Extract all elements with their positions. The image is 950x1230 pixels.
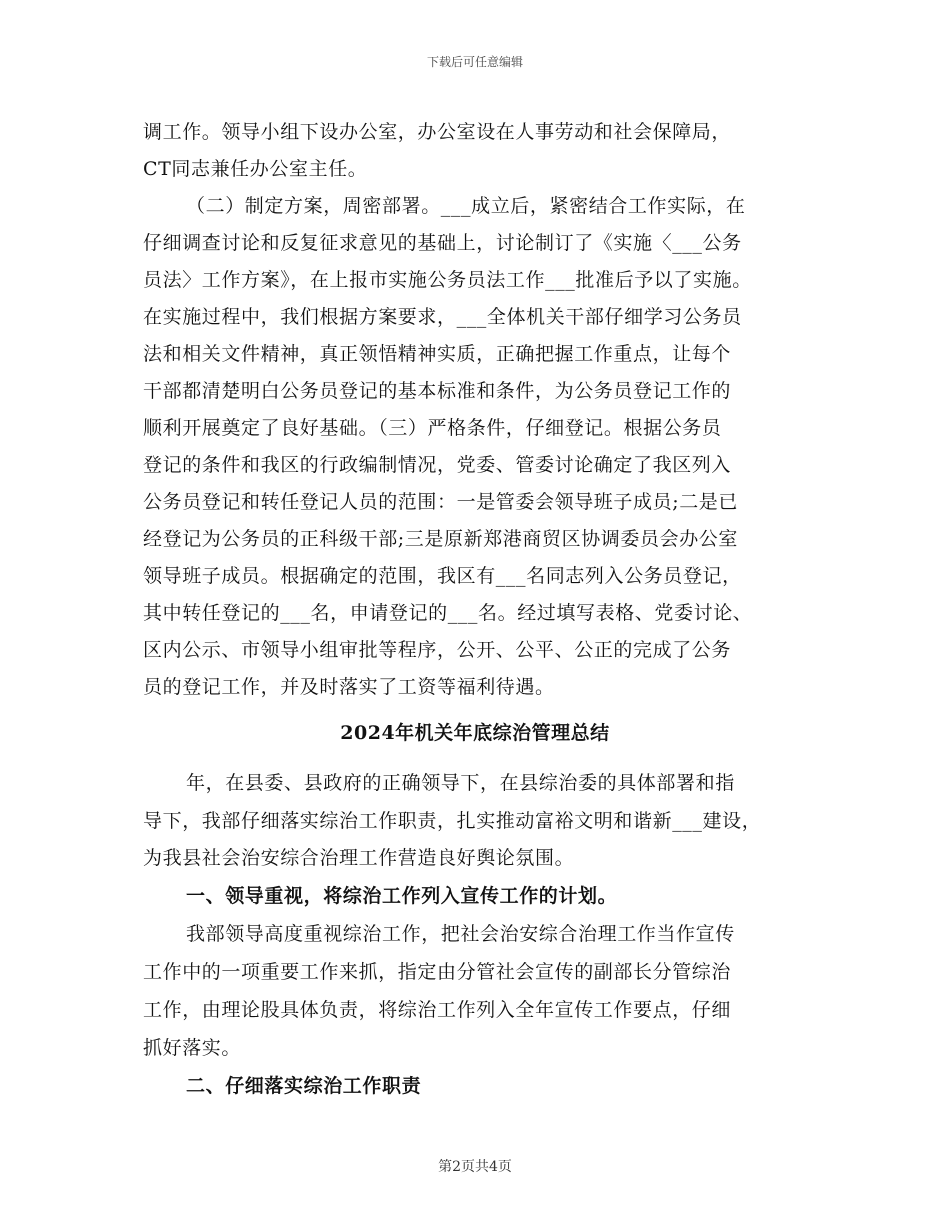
paragraph-line: 我部领导高度重视综治工作，把社会治安综合治理工作当作宣传 bbox=[186, 923, 735, 945]
paragraph-line: 法和相关文件精神，真正领悟精神实质，正确把握工作重点，让每个 bbox=[143, 343, 732, 365]
paragraph-line: 为我县社会治安综合治理工作营造良好舆论氛围。 bbox=[143, 847, 575, 869]
paragraph-line: 登记的条件和我区的行政编制情况，党委、管委讨论确定了我区列入 bbox=[143, 454, 732, 476]
section-title: 2024年机关年底综治管理总结 bbox=[340, 722, 610, 744]
page-number: 第2页共4页 bbox=[438, 1159, 512, 1175]
paragraph-line: CT同志兼任办公室主任。 bbox=[143, 158, 368, 180]
header-note: 下载后可任意编辑 bbox=[426, 55, 523, 69]
paragraph-line: 仔细调查讨论和反复征求意见的基础上，讨论制订了《实施〈___公务 bbox=[143, 232, 742, 254]
paragraph-line: 调工作。领导小组下设办公室，办公室设在人事劳动和社会保障局， bbox=[143, 121, 732, 143]
paragraph-line: 员法〉工作方案》，在上报市实施公务员法工作___批准后予以了实施。 bbox=[143, 269, 752, 291]
subheading: 二、仔细落实综治工作职责 bbox=[186, 1075, 422, 1097]
paragraph-line: 导下，我部仔细落实综治工作职责，扎实推动富裕文明和谐新___建设， bbox=[143, 810, 762, 832]
paragraph-line: 经登记为公务员的正科级干部;三是原新郑港商贸区协调委员会办公室 bbox=[143, 528, 739, 550]
paragraph-line: 干部都清楚明白公务员登记的基本标准和条件，为公务员登记工作的 bbox=[143, 380, 732, 402]
paragraph-line: （二）制定方案，周密部署。___成立后，紧密结合工作实际，在 bbox=[186, 195, 746, 217]
paragraph-line: 年，在县委、县政府的正确领导下，在县综治委的具体部署和指 bbox=[186, 772, 735, 794]
subheading: 一、领导重视，将综治工作列入宣传工作的计划。 bbox=[186, 885, 618, 907]
paragraph-line: 员的登记工作，并及时落实了工资等福利待遇。 bbox=[143, 676, 555, 698]
paragraph-line: 在实施过程中，我们根据方案要求，___全体机关干部仔细学习公务员 bbox=[143, 306, 742, 328]
paragraph-line: 其中转任登记的___名，申请登记的___名。经过填写表格、党委讨论、 bbox=[143, 602, 753, 624]
paragraph-line: 顺利开展奠定了良好基础。（三）严格条件，仔细登记。根据公务员 bbox=[143, 417, 722, 439]
paragraph-line: 抓好落实。 bbox=[143, 1037, 242, 1059]
paragraph-line: 工作中的一项重要工作来抓，指定由分管社会宣传的副部长分管综治 bbox=[143, 961, 732, 983]
paragraph-line: 工作，由理论股具体负责，将综治工作列入全年宣传工作要点，仔细 bbox=[143, 999, 732, 1021]
paragraph-line: 区内公示、市领导小组审批等程序，公开、公平、公正的完成了公务 bbox=[143, 639, 732, 661]
paragraph-line: 领导班子成员。根据确定的范围，我区有___名同志列入公务员登记， bbox=[143, 565, 742, 587]
paragraph-line: 公务员登记和转任登记人员的范围：一是管委会领导班子成员;二是已 bbox=[143, 491, 739, 513]
